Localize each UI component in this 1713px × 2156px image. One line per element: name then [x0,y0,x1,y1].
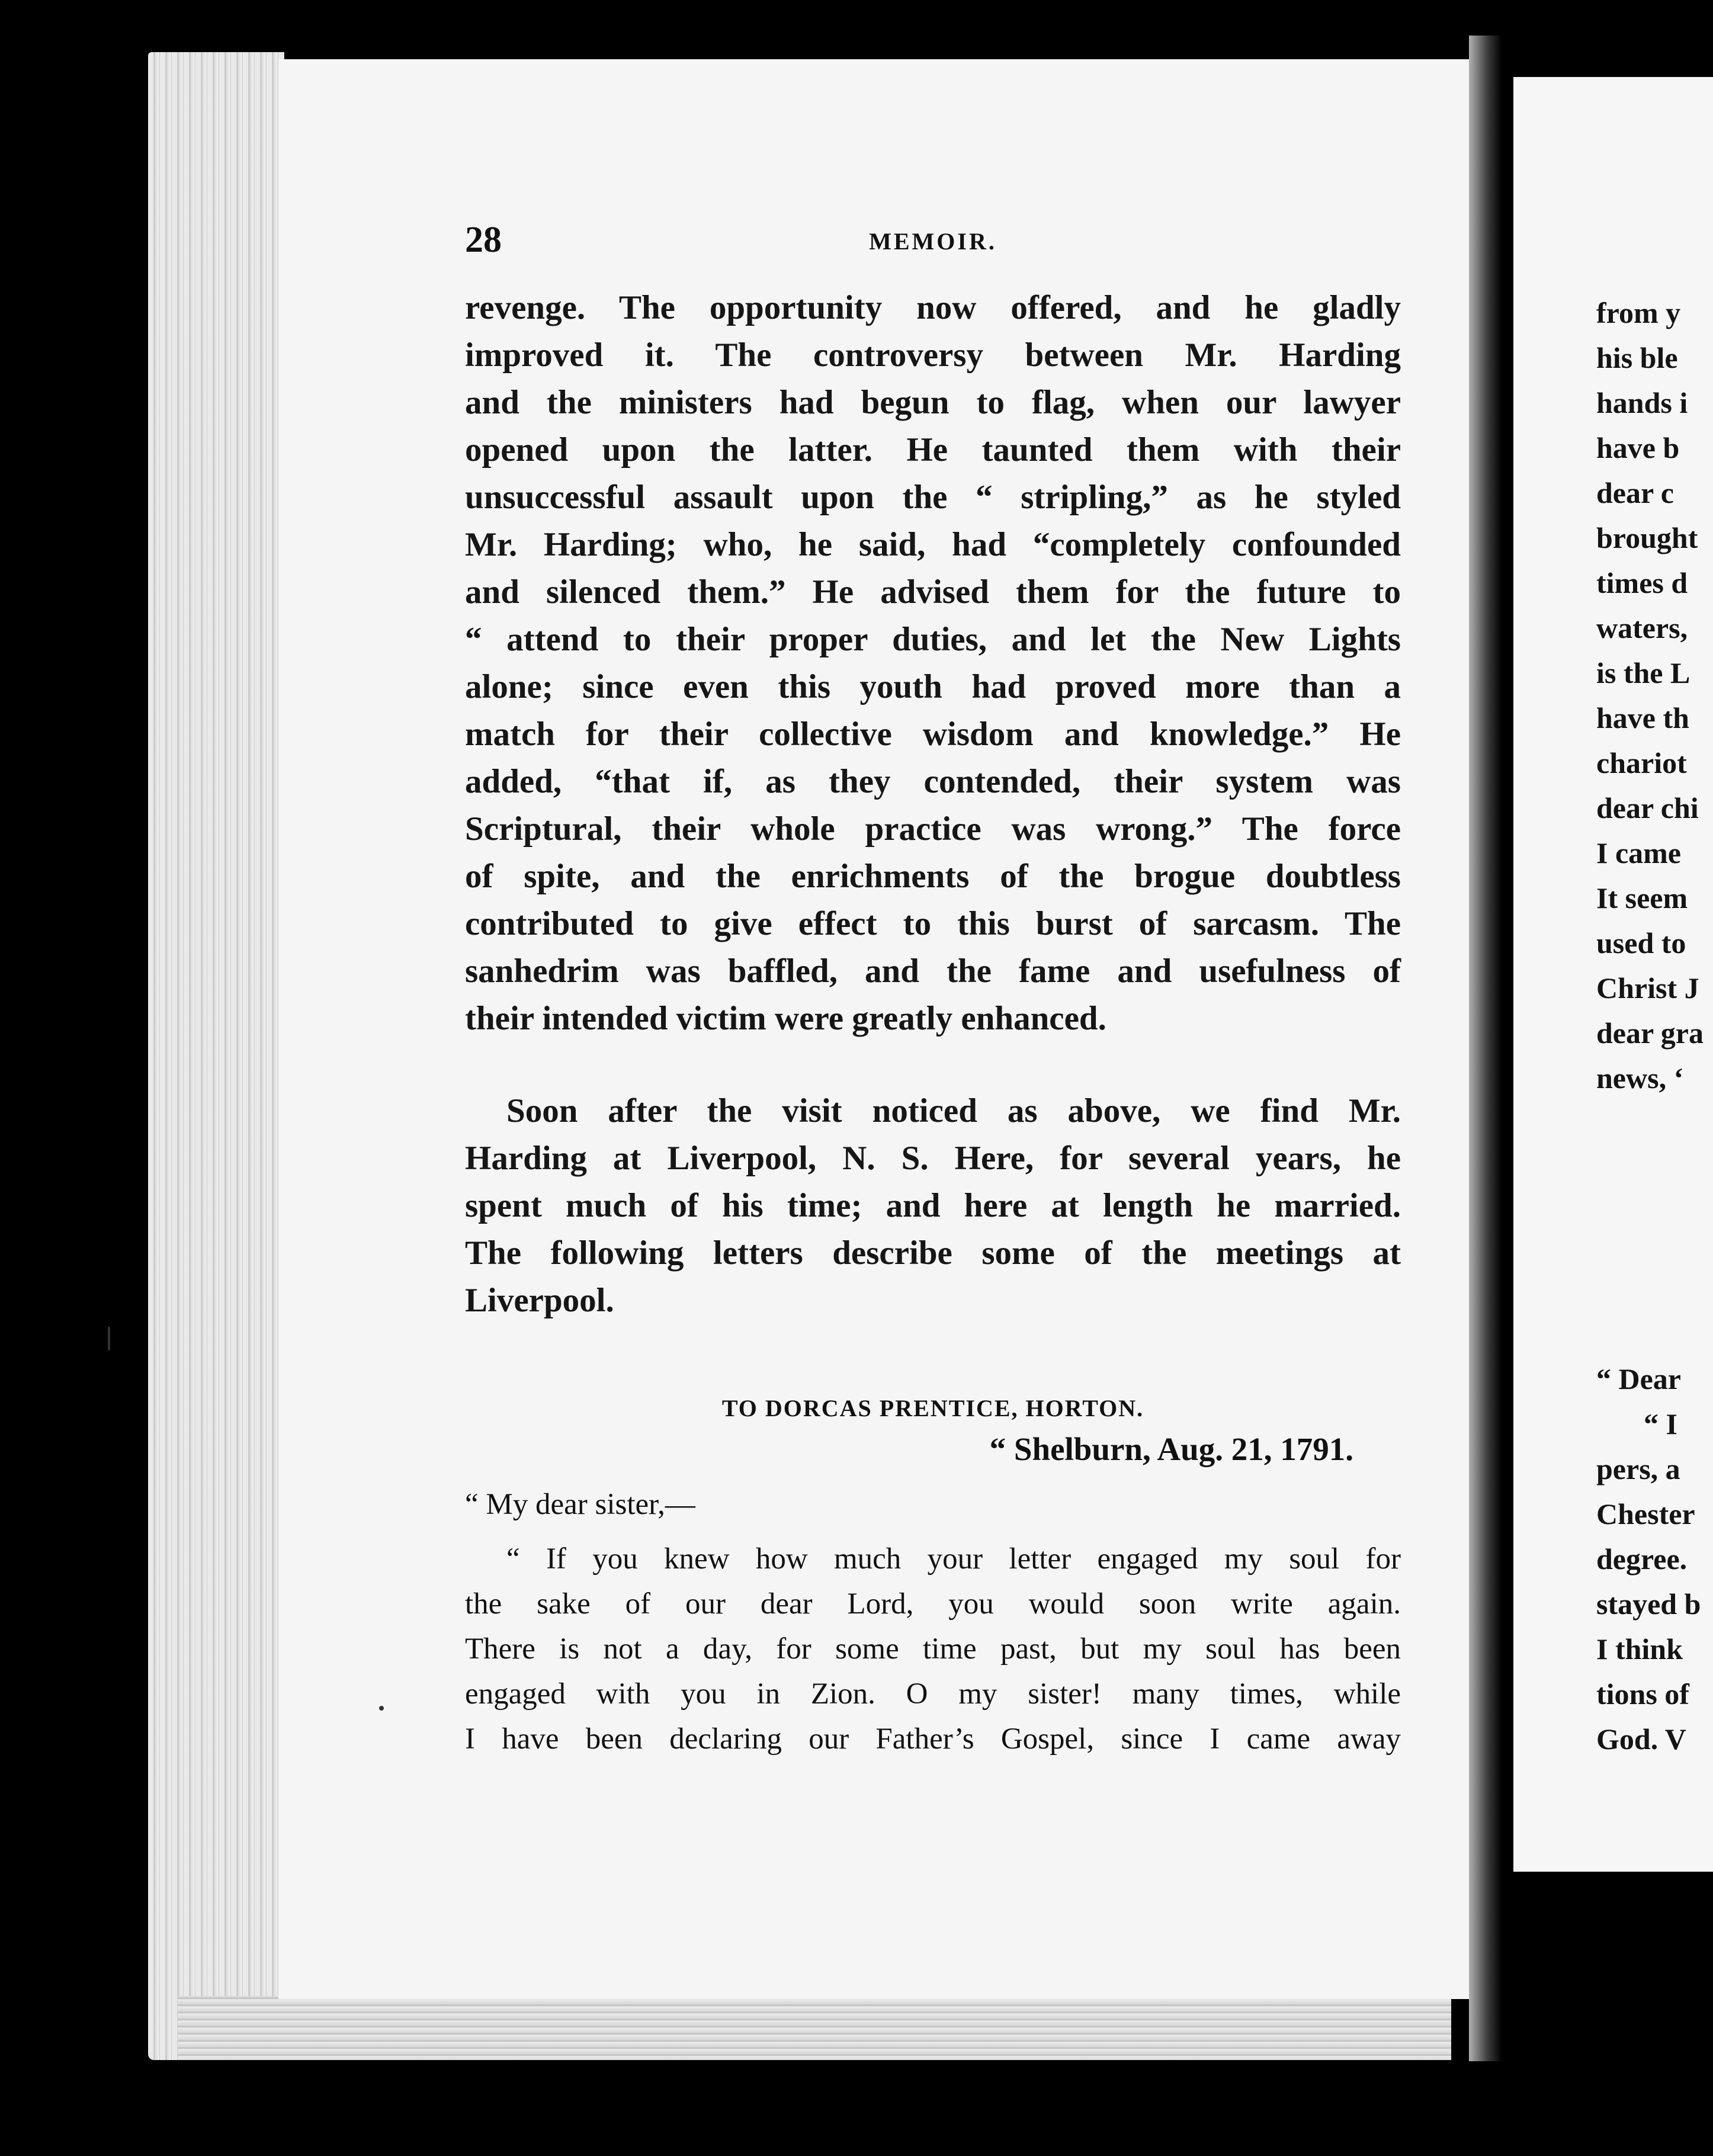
letter-line: the sake of our dear Lord, you would soon write again. [465,1587,1401,1621]
body-line: improved it. The controversy between Mr. Harding [465,336,1401,374]
facing-line: have b [1596,431,1680,464]
facing-line: pers, a [1596,1452,1680,1486]
body-line: match for their collective wisdom and knowledge.” He [465,716,1401,753]
book-gutter [1469,36,1516,2061]
facing-line: I think [1596,1632,1683,1666]
paragraph-line: Harding at Liverpool, N. S. Here, for several years, he [465,1140,1401,1177]
facing-line: tions of [1596,1677,1689,1711]
scan-speck [108,1327,110,1350]
running-head-title: MEMOIR. [869,228,997,255]
facing-line: Christ J [1596,971,1699,1005]
paragraph-line: spent much of his time; and here at length he married. [465,1187,1401,1224]
letter-salutation: “ My dear sister,— [465,1488,695,1521]
paragraph-line: The following letters describe some of the meetings at [465,1234,1401,1272]
body-line: added, “that if, as they contended, their system was [465,763,1401,800]
paragraph-line: Soon after the visit noticed as above, we find Mr. [506,1092,1401,1130]
body-line: sanhedrim was baffled, and the fame and usefulness of [465,952,1401,990]
facing-line: times d [1596,566,1688,599]
facing-line: is the L [1596,656,1690,689]
facing-line: God. V [1596,1722,1686,1756]
facing-line: used to [1596,926,1686,960]
facing-line: degree. [1596,1542,1688,1576]
running-head [465,219,1401,261]
body-line: “ attend to their proper duties, and let the New Lights [465,621,1401,658]
facing-line: brought [1596,521,1698,554]
body-line: unsuccessful assault upon the “ stripling,” as he styled [465,479,1401,516]
scan-speck [379,1706,384,1711]
body-line: Scriptural, their whole practice was wrong.” The force [465,810,1401,848]
facing-line: hands i [1596,386,1688,419]
body-line: revenge. The opportunity now offered, and he gladly [465,289,1401,326]
body-line: their intended victim were greatly enhanced. [465,1000,1106,1037]
body-line: Mr. Harding; who, he said, had “completely confounded [465,526,1401,563]
body-line: and silenced them.” He advised them for the future to [465,573,1401,611]
body-line: of spite, and the enrichments of the brogue doubtless [465,858,1401,895]
facing-line: Chester [1596,1497,1695,1531]
facing-line: It seem [1596,881,1688,915]
letter-heading: TO DORCAS PRENTICE, HORTON. [721,1395,1144,1422]
page-edges-bottom [178,1996,1451,2060]
letter-line: There is not a day, for some time past, but my soul has been [465,1632,1401,1666]
facing-line: waters, [1596,611,1688,644]
facing-line: dear chi [1596,791,1699,824]
facing-line: have th [1596,701,1689,734]
facing-line: his ble [1596,341,1678,374]
facing-line: “ I [1644,1407,1677,1440]
page-edges [148,52,284,2060]
facing-line: I came [1596,836,1681,870]
letter-line: I have been declaring our Father’s Gospel, since I came away [465,1722,1401,1756]
letter-line: “ If you knew how much your letter engaged my soul for [506,1542,1401,1576]
facing-line: “ Dear [1596,1362,1681,1395]
paragraph-line: Liverpool. [465,1282,614,1319]
facing-line: stayed b [1596,1587,1701,1621]
letter-dateline: “ Shelburn, Aug. 21, 1791. [989,1431,1353,1467]
page-number: 28 [465,220,502,260]
body-line: alone; since even this youth had proved more than a [465,668,1401,705]
body-line: opened upon the latter. He taunted them with their [465,431,1401,469]
body-line: contributed to give effect to this burst of sarcasm. The [465,905,1401,942]
letter-line: engaged with you in Zion. O my sister! many times, while [465,1677,1401,1711]
facing-line: chariot [1596,746,1687,779]
facing-line: dear gra [1596,1016,1704,1050]
facing-line: from y [1596,296,1681,329]
facing-line: dear c [1596,476,1674,509]
body-line: and the ministers had begun to flag, when our lawyer [465,384,1401,421]
facing-line: news, ‘ [1596,1061,1684,1095]
